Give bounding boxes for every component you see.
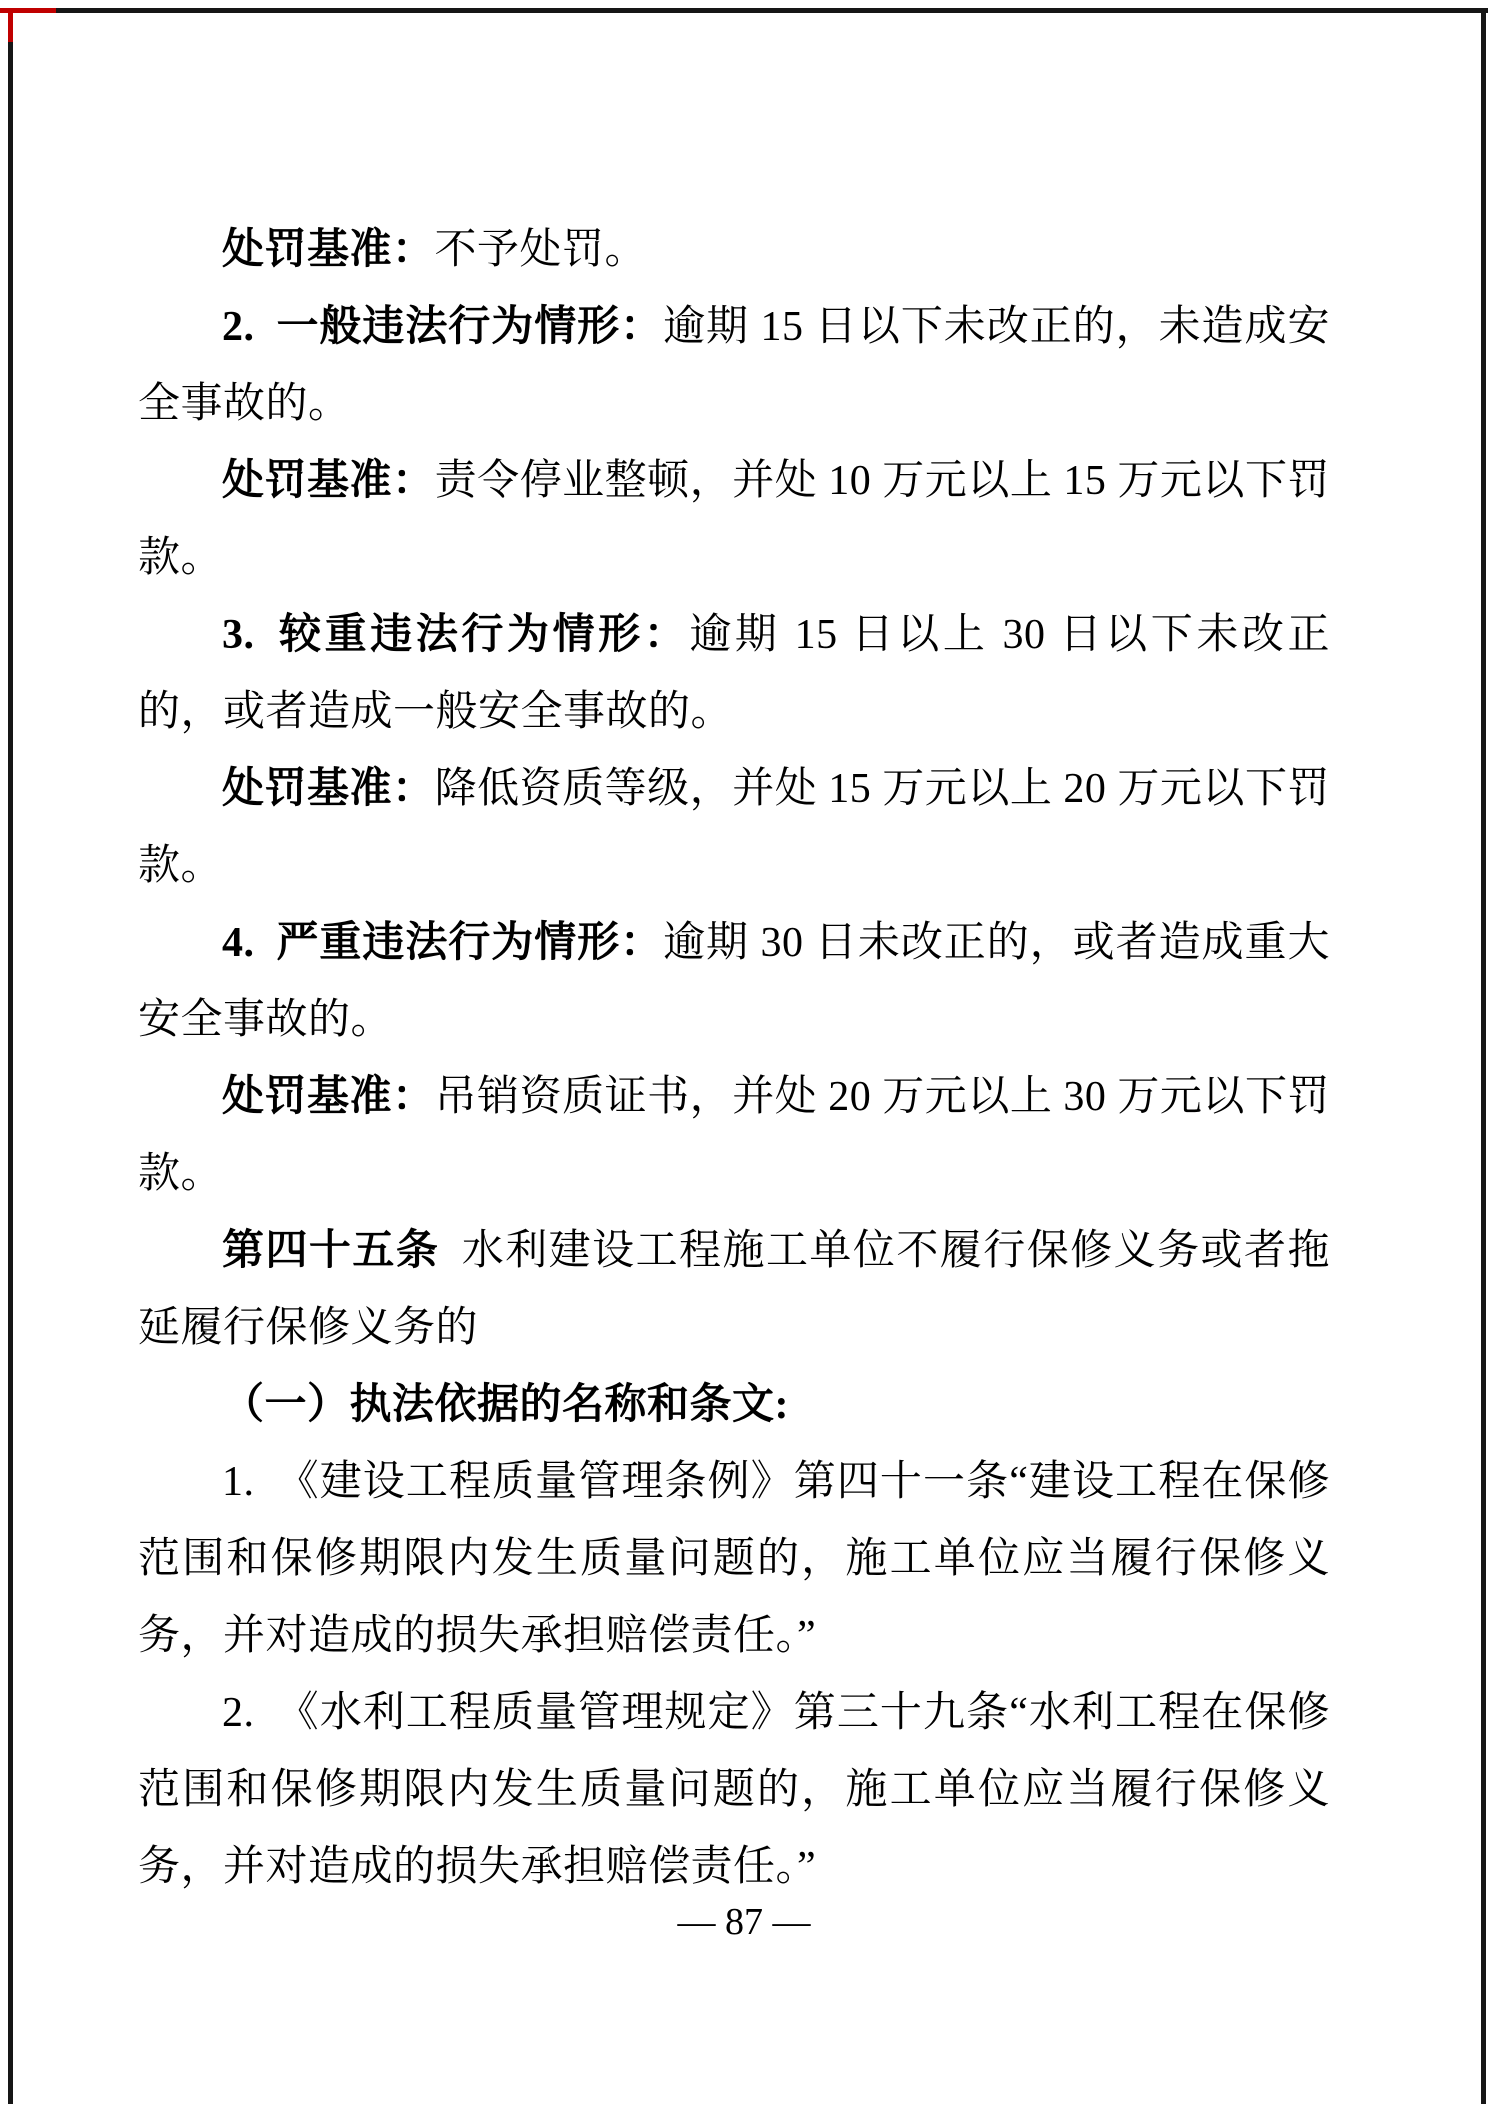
- body-text: 1. 《建设工程质量管理条例》第四十一条“建设工程在保修范围和保修期限内发生质量问题的，施工单位应当履行保修义务，并对造成的损失承担赔偿责任。”: [138, 1459, 1330, 1659]
- body-text: 逾期 15 日以下未改正的，未造成安全事故的。: [138, 304, 1330, 427]
- body-text: 不予处罚。: [434, 227, 648, 273]
- emphasis-text: 2. 一般违法行为情形：: [222, 304, 664, 350]
- emphasis-text: （一）执法依据的名称和条文:: [222, 1382, 789, 1428]
- body-text: 2. 《水利工程质量管理规定》第三十九条“水利工程在保修范围和保修期限内发生质量问题的，施工单位应当履行保修义务，并对造成的损失承担赔偿责任。”: [138, 1690, 1330, 1890]
- paragraph: [138, 443, 1330, 597]
- emphasis-text: 处罚基准：: [222, 1074, 435, 1120]
- emphasis-text: 3. 较重违法行为情形：: [222, 612, 690, 658]
- emphasis-text: 处罚基准：: [222, 766, 435, 812]
- paragraph: [138, 905, 1330, 1059]
- paragraph: [138, 289, 1330, 443]
- paragraph: [138, 1059, 1330, 1213]
- page-border-top: [0, 8, 1488, 13]
- body-text: 责令停业整顿，并处 10 万元以上 15 万元以下罚款。: [138, 458, 1330, 581]
- paragraph: [138, 212, 1330, 289]
- page-border-right: [1481, 8, 1486, 2104]
- paragraph: [138, 1367, 1330, 1444]
- emphasis-text: 第四十五条: [222, 1228, 440, 1274]
- paragraph: [138, 1675, 1330, 1906]
- body-text: 逾期 30 日未改正的，或者造成重大安全事故的。: [138, 920, 1330, 1043]
- emphasis-text: 4. 严重违法行为情形：: [222, 920, 664, 966]
- paragraph: [138, 1213, 1330, 1367]
- body-text: 吊销资质证书，并处 20 万元以上 30 万元以下罚款。: [138, 1074, 1330, 1197]
- body-text: 逾期 15 日以上 30 日以下未改正的，或者造成一般安全事故的。: [138, 612, 1330, 735]
- document-body: [138, 212, 1330, 1906]
- paragraph: [138, 597, 1330, 751]
- corner-mark: [8, 8, 13, 42]
- paragraph: [138, 1444, 1330, 1675]
- paragraph: [138, 751, 1330, 905]
- page-number: — 87 —: [677, 1901, 811, 1943]
- body-text: 降低资质等级，并处 15 万元以上 20 万元以下罚款。: [138, 766, 1330, 889]
- emphasis-text: 处罚基准：: [222, 227, 435, 273]
- emphasis-text: 处罚基准：: [222, 458, 435, 504]
- page-border-left: [8, 8, 13, 2104]
- body-text: 水利建设工程施工单位不履行保修义务或者拖延履行保修义务的: [138, 1228, 1330, 1351]
